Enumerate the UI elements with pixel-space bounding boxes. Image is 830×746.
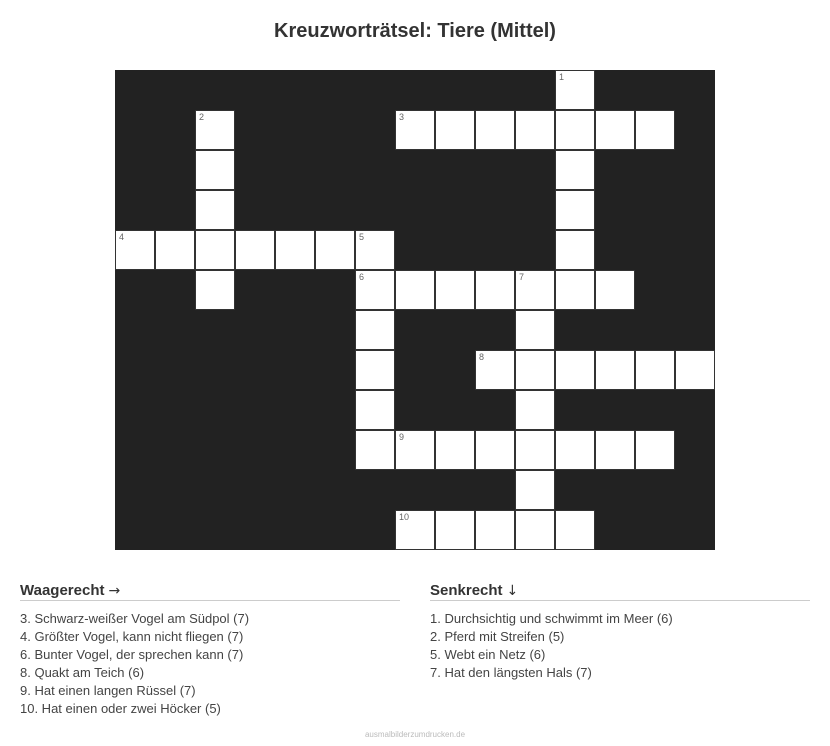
crossword-cell[interactable] (635, 430, 675, 470)
crossword-cell[interactable] (195, 270, 235, 310)
crossword-cell[interactable] (515, 310, 555, 350)
across-clues (20, 582, 400, 718)
crossword-cell[interactable] (475, 430, 515, 470)
crossword-cell[interactable] (115, 230, 155, 270)
crossword-cell[interactable] (595, 430, 635, 470)
crossword-cell[interactable] (355, 270, 395, 310)
crossword-cell[interactable] (355, 230, 395, 270)
crossword-cell[interactable] (435, 510, 475, 550)
cell-number: 3 (399, 112, 405, 122)
page-title: Kreuzworträtsel: Tiere (Mittel) (274, 20, 556, 42)
crossword-cell[interactable] (275, 230, 315, 270)
crossword-cell[interactable] (555, 230, 595, 270)
crossword-cell[interactable] (155, 230, 195, 270)
crossword-cell[interactable] (675, 350, 715, 390)
crossword-cell[interactable] (555, 350, 595, 390)
crossword-cell[interactable] (515, 470, 555, 510)
crossword-cell[interactable] (555, 190, 595, 230)
crossword-grid (115, 70, 715, 550)
crossword-cell[interactable] (355, 350, 395, 390)
down-clue: 1. Durchsichtig und schwimmt im Meer (6) (430, 611, 673, 626)
cell-number: 10 (399, 512, 410, 522)
crossword-cell[interactable] (355, 430, 395, 470)
crossword-cell[interactable] (555, 510, 595, 550)
crossword-cell[interactable] (555, 70, 595, 110)
crossword-cell[interactable] (435, 110, 475, 150)
across-clue: 9. Hat einen langen Rüssel (7) (20, 683, 196, 698)
crossword-cell[interactable] (555, 270, 595, 310)
across-heading-label: Waagerecht (20, 582, 105, 599)
crossword-cell[interactable] (635, 110, 675, 150)
crossword-cell[interactable] (395, 270, 435, 310)
crossword-cell[interactable] (515, 110, 555, 150)
cell-number: 8 (479, 352, 485, 362)
across-clue: 6. Bunter Vogel, der sprechen kann (7) (20, 647, 244, 662)
crossword-cell[interactable] (195, 150, 235, 190)
cell-number: 6 (359, 272, 365, 282)
crossword-cell[interactable] (195, 110, 235, 150)
crossword-cell[interactable] (235, 230, 275, 270)
down-arrow-icon: ↓ (506, 583, 519, 599)
cell-number: 9 (399, 432, 405, 442)
crossword-cell[interactable] (395, 110, 435, 150)
across-clue: 3. Schwarz-weißer Vogel am Südpol (7) (20, 611, 250, 626)
crossword-cell[interactable] (515, 350, 555, 390)
across-clue: 8. Quakt am Teich (6) (20, 665, 145, 680)
down-clue: 2. Pferd mit Streifen (5) (430, 629, 565, 644)
crossword-cell[interactable] (515, 270, 555, 310)
crossword-cell[interactable] (555, 430, 595, 470)
crossword-cell[interactable] (595, 350, 635, 390)
crossword-cell[interactable] (435, 430, 475, 470)
crossword-cell[interactable] (395, 430, 435, 470)
footer-credit: ausmalbilderzumdrucken.de (364, 730, 466, 739)
crossword-cell[interactable] (595, 270, 635, 310)
crossword-cell[interactable] (435, 270, 475, 310)
right-arrow-icon: → (108, 583, 121, 599)
crossword-cell[interactable] (475, 350, 515, 390)
crossword-cell[interactable] (555, 150, 595, 190)
cell-number: 2 (199, 112, 205, 122)
crossword-cell[interactable] (195, 190, 235, 230)
crossword-cell[interactable] (355, 390, 395, 430)
across-clue: 4. Größter Vogel, kann nicht fliegen (7) (20, 629, 244, 644)
crossword-cell[interactable] (555, 110, 595, 150)
cell-number: 5 (359, 232, 365, 242)
across-clue-list (20, 610, 400, 718)
crossword-cell[interactable] (395, 510, 435, 550)
cell-number: 7 (519, 272, 525, 282)
crossword-cell[interactable] (515, 510, 555, 550)
crossword-cell[interactable] (515, 390, 555, 430)
down-clue-list (430, 610, 810, 682)
cell-number: 1 (559, 72, 565, 82)
down-clue: 7. Hat den längsten Hals (7) (430, 665, 592, 680)
crossword-cell[interactable] (595, 110, 635, 150)
down-clue: 5. Webt ein Netz (6) (430, 647, 546, 662)
down-heading-label: Senkrecht (430, 582, 503, 599)
crossword-cell[interactable] (515, 430, 555, 470)
crossword-cell[interactable] (635, 350, 675, 390)
cell-number: 4 (119, 232, 125, 242)
down-heading (430, 582, 810, 601)
crossword-cell[interactable] (315, 230, 355, 270)
across-clue: 10. Hat einen oder zwei Höcker (5) (20, 701, 221, 716)
crossword-cell[interactable] (475, 270, 515, 310)
across-heading (20, 582, 400, 601)
down-clues (430, 582, 810, 682)
crossword-cell[interactable] (475, 510, 515, 550)
crossword-cell[interactable] (355, 310, 395, 350)
crossword-cell[interactable] (195, 230, 235, 270)
crossword-cell[interactable] (475, 110, 515, 150)
